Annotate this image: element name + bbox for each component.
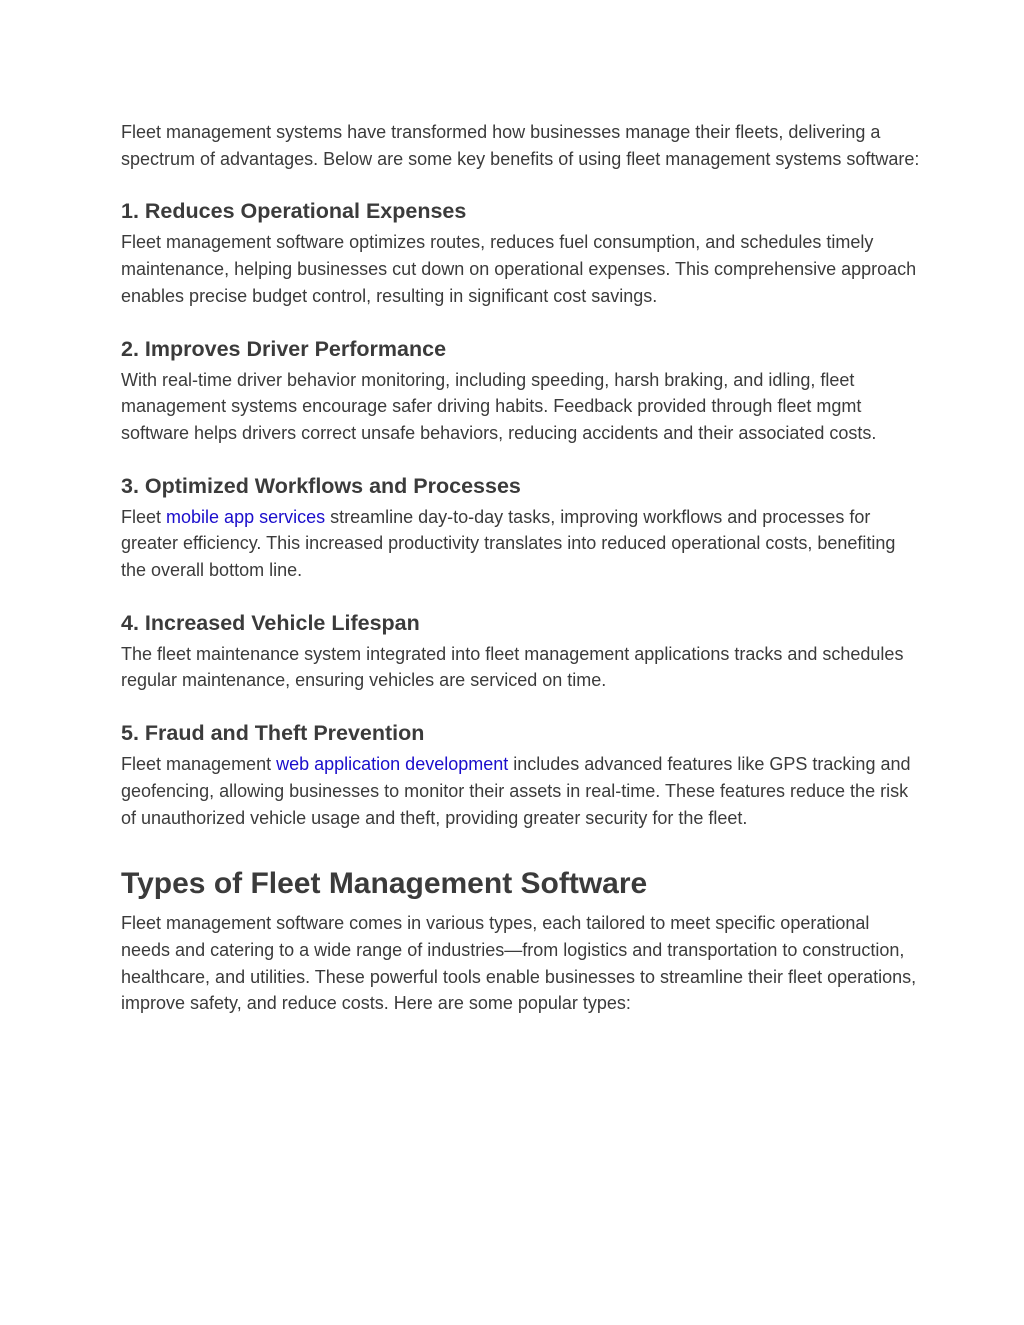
- benefit-body-5-after: includes advanced features like GPS tracking and geofencing, allowing businesses to monitor their assets in real-time. These features reduce the risk of unauthorized vehicle usage and theft, providing greater security for the fleet.: [121, 754, 911, 828]
- types-heading: Types of Fleet Management Software: [121, 867, 648, 901]
- benefit-heading-1: 1. Reduces Operational Expenses: [121, 199, 467, 224]
- benefit-section-5: [121, 718, 921, 831]
- benefit-heading-3: 3. Optimized Workflows and Processes: [121, 473, 521, 498]
- benefit-body-1: Fleet management software optimizes routes, reduces fuel consumption, and schedules timely maintenance, helping businesses cut down on operational expenses. This comprehensive approach enables precise budget control, resulting in significant cost savings.: [121, 232, 917, 306]
- benefit-section-1: [121, 196, 921, 309]
- benefit-heading-2: 2. Improves Driver Performance: [121, 336, 447, 361]
- benefit-body-5-before: Fleet management: [121, 754, 277, 775]
- benefit-body-3-after: streamline day-to-day tasks, improving workflows and processes for greater efficiency. This increased productivity translates into reduced operational costs, benefiting the overall bottom line.: [121, 506, 896, 581]
- web-application-development-link[interactable]: web application development: [276, 754, 509, 775]
- document-page: [121, 119, 921, 1017]
- benefit-body-3: [121, 504, 921, 584]
- intro-paragraph: Fleet management systems have transformed how businesses manage their fleets, delivering a spectrum of advantages. Below are some key benefits of using fleet management systems software:: [121, 122, 920, 169]
- benefit-heading-5: 5. Fraud and Theft Prevention: [121, 721, 425, 746]
- benefit-body-5: [121, 751, 921, 831]
- benefit-section-4: [121, 608, 921, 694]
- benefit-body-4: The fleet maintenance system integrated into fleet management applications tracks and schedules regular maintenance, ensuring vehicles are serviced on time.: [121, 643, 904, 691]
- benefit-section-2: [121, 334, 921, 447]
- types-body: Fleet management software comes in various types, each tailored to meet specific operational needs and catering to a wide range of industries—from logistics and transportation to construction, healthcare, and utilities. These powerful tools enable businesses to streamline their fleet operations, improve safety, and reduce costs. Here are some popular types:: [121, 913, 917, 1014]
- benefit-heading-4: 4. Increased Vehicle Lifespan: [121, 610, 420, 635]
- mobile-app-services-link[interactable]: mobile app services: [166, 506, 326, 527]
- benefit-section-3: [121, 471, 921, 584]
- benefit-body-3-before: Fleet: [121, 506, 167, 527]
- benefit-body-2: With real-time driver behavior monitoring, including speeding, harsh braking, and idling, fleet management systems encourage safer driving habits. Feedback provided through fleet mgmt software helps drivers correct unsafe behaviors, reducing accidents and their associated costs.: [121, 369, 877, 443]
